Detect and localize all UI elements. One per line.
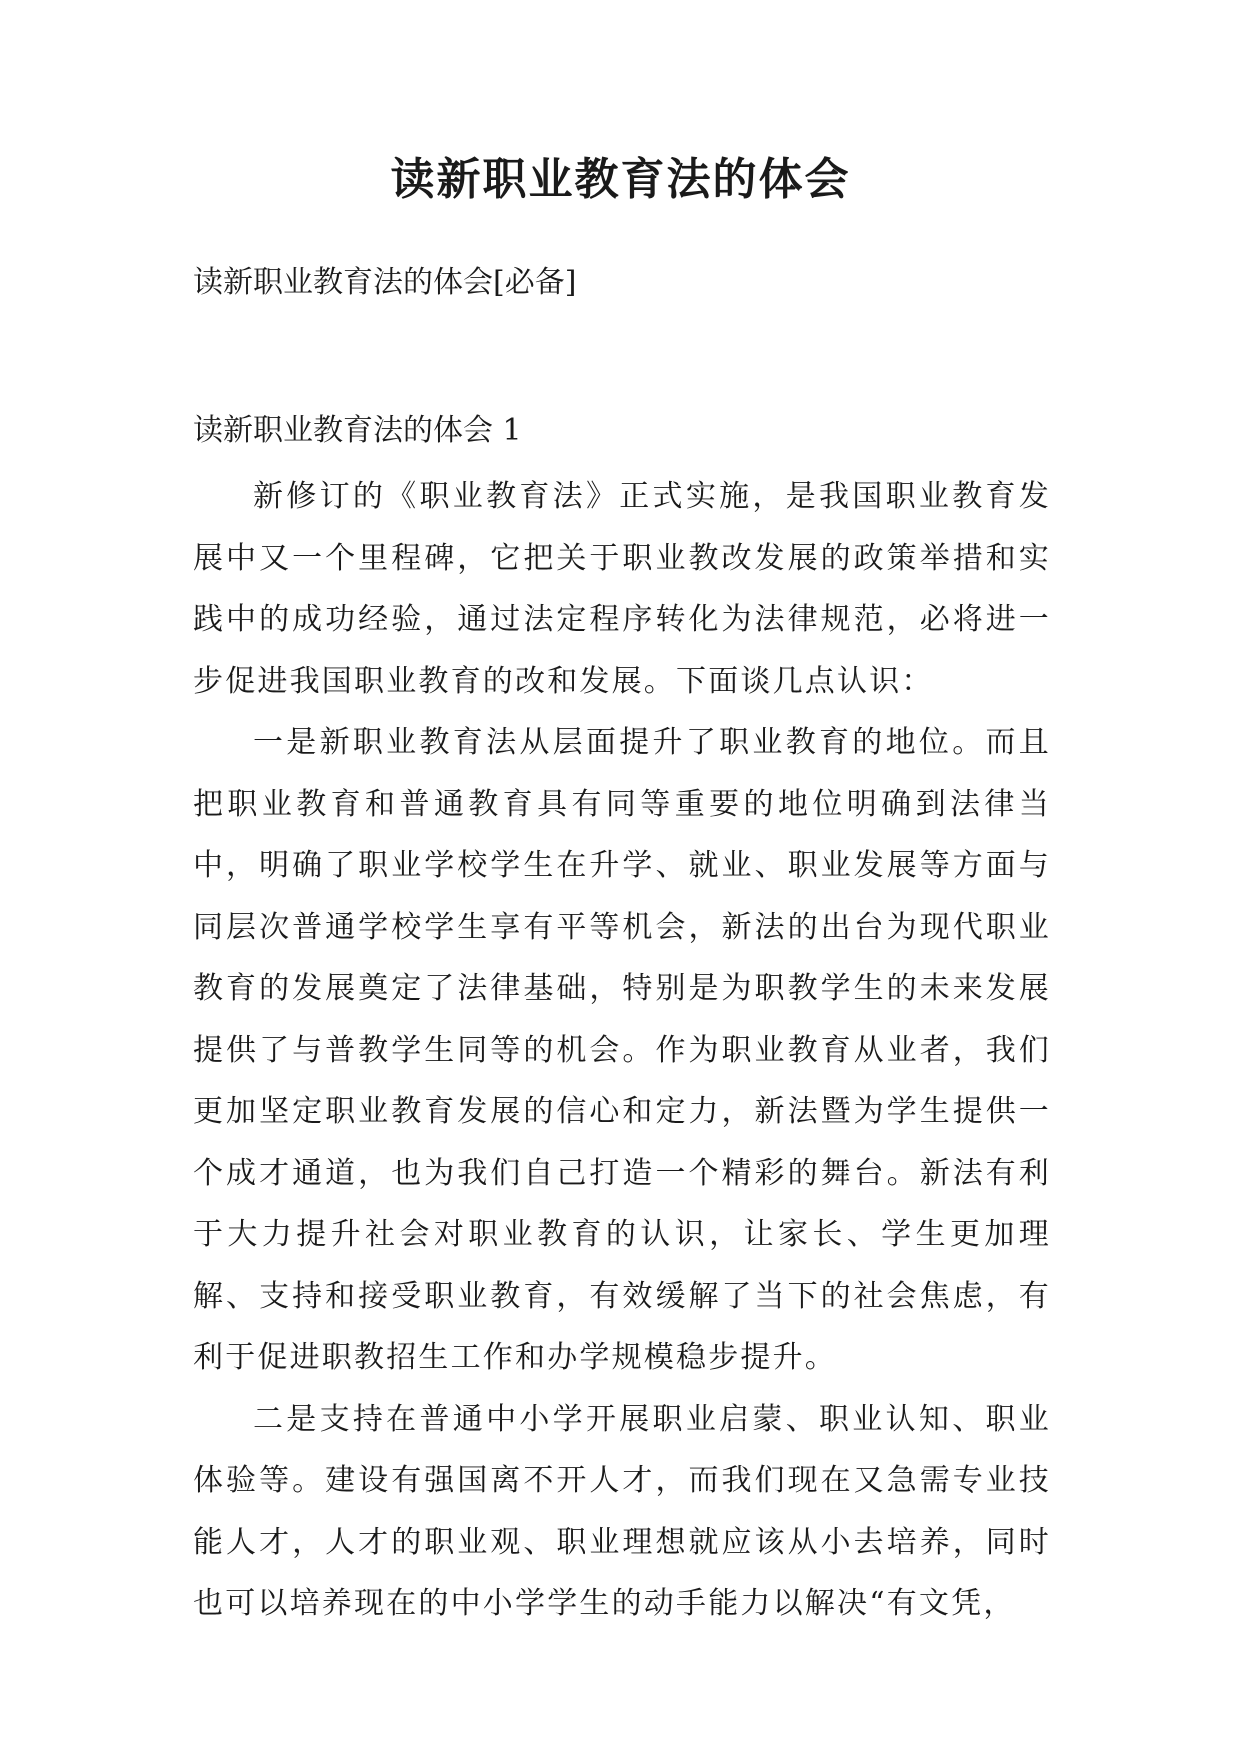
- paragraph-intro: 新修订的《职业教育法》正式实施，是我国职业教育发展中又一个里程碑，它把关于职业教改发展的政策举措和实践中的成功经验，通过法定程序转化为法律规范，必将进一步促进我国职业教育的改和发展。下面谈几点认识：: [193, 479, 1051, 699]
- section-heading: 读新职业教育法的体会 1: [193, 413, 522, 448]
- document-title: 读新职业教育法的体会: [390, 154, 851, 205]
- document-body: [193, 466, 1051, 1635]
- paragraph-point-one: 一是新职业教育法从层面提升了职业教育的地位。而且把职业教育和普通教育具有同等重要的地位明确到法律当中，明确了职业学校学生在升学、就业、职业发展等方面与同层次普通学校学生享有平等机会，新法的出台为现代职业教育的发展奠定了法律基础，特别是为职教学生的未来发展提供了与普教学生同等的机会。作为职业教育从业者，我们更加坚定职业教育发展的信心和定力，新法暨为学生提供一个成才通道，也为我们自己打造一个精彩的舞台。新法有利于大力提升社会对职业教育的认识，让家长、学生更加理解、支持和接受职业教育，有效缓解了当下的社会焦虑，有利于促进职教招生工作和办学规模稳步提升。: [193, 725, 1051, 1375]
- paragraph-point-two: 二是支持在普通中小学开展职业启蒙、职业认知、职业体验等。建设有强国离不开人才，而我们现在又急需专业技能人才，人才的职业观、职业理想就应该从小去培养，同时也可以培养现在的中小学学生的动手能力以解决“有文凭，: [193, 1401, 1051, 1621]
- document-subtitle: 读新职业教育法的体会[必备]: [193, 265, 577, 300]
